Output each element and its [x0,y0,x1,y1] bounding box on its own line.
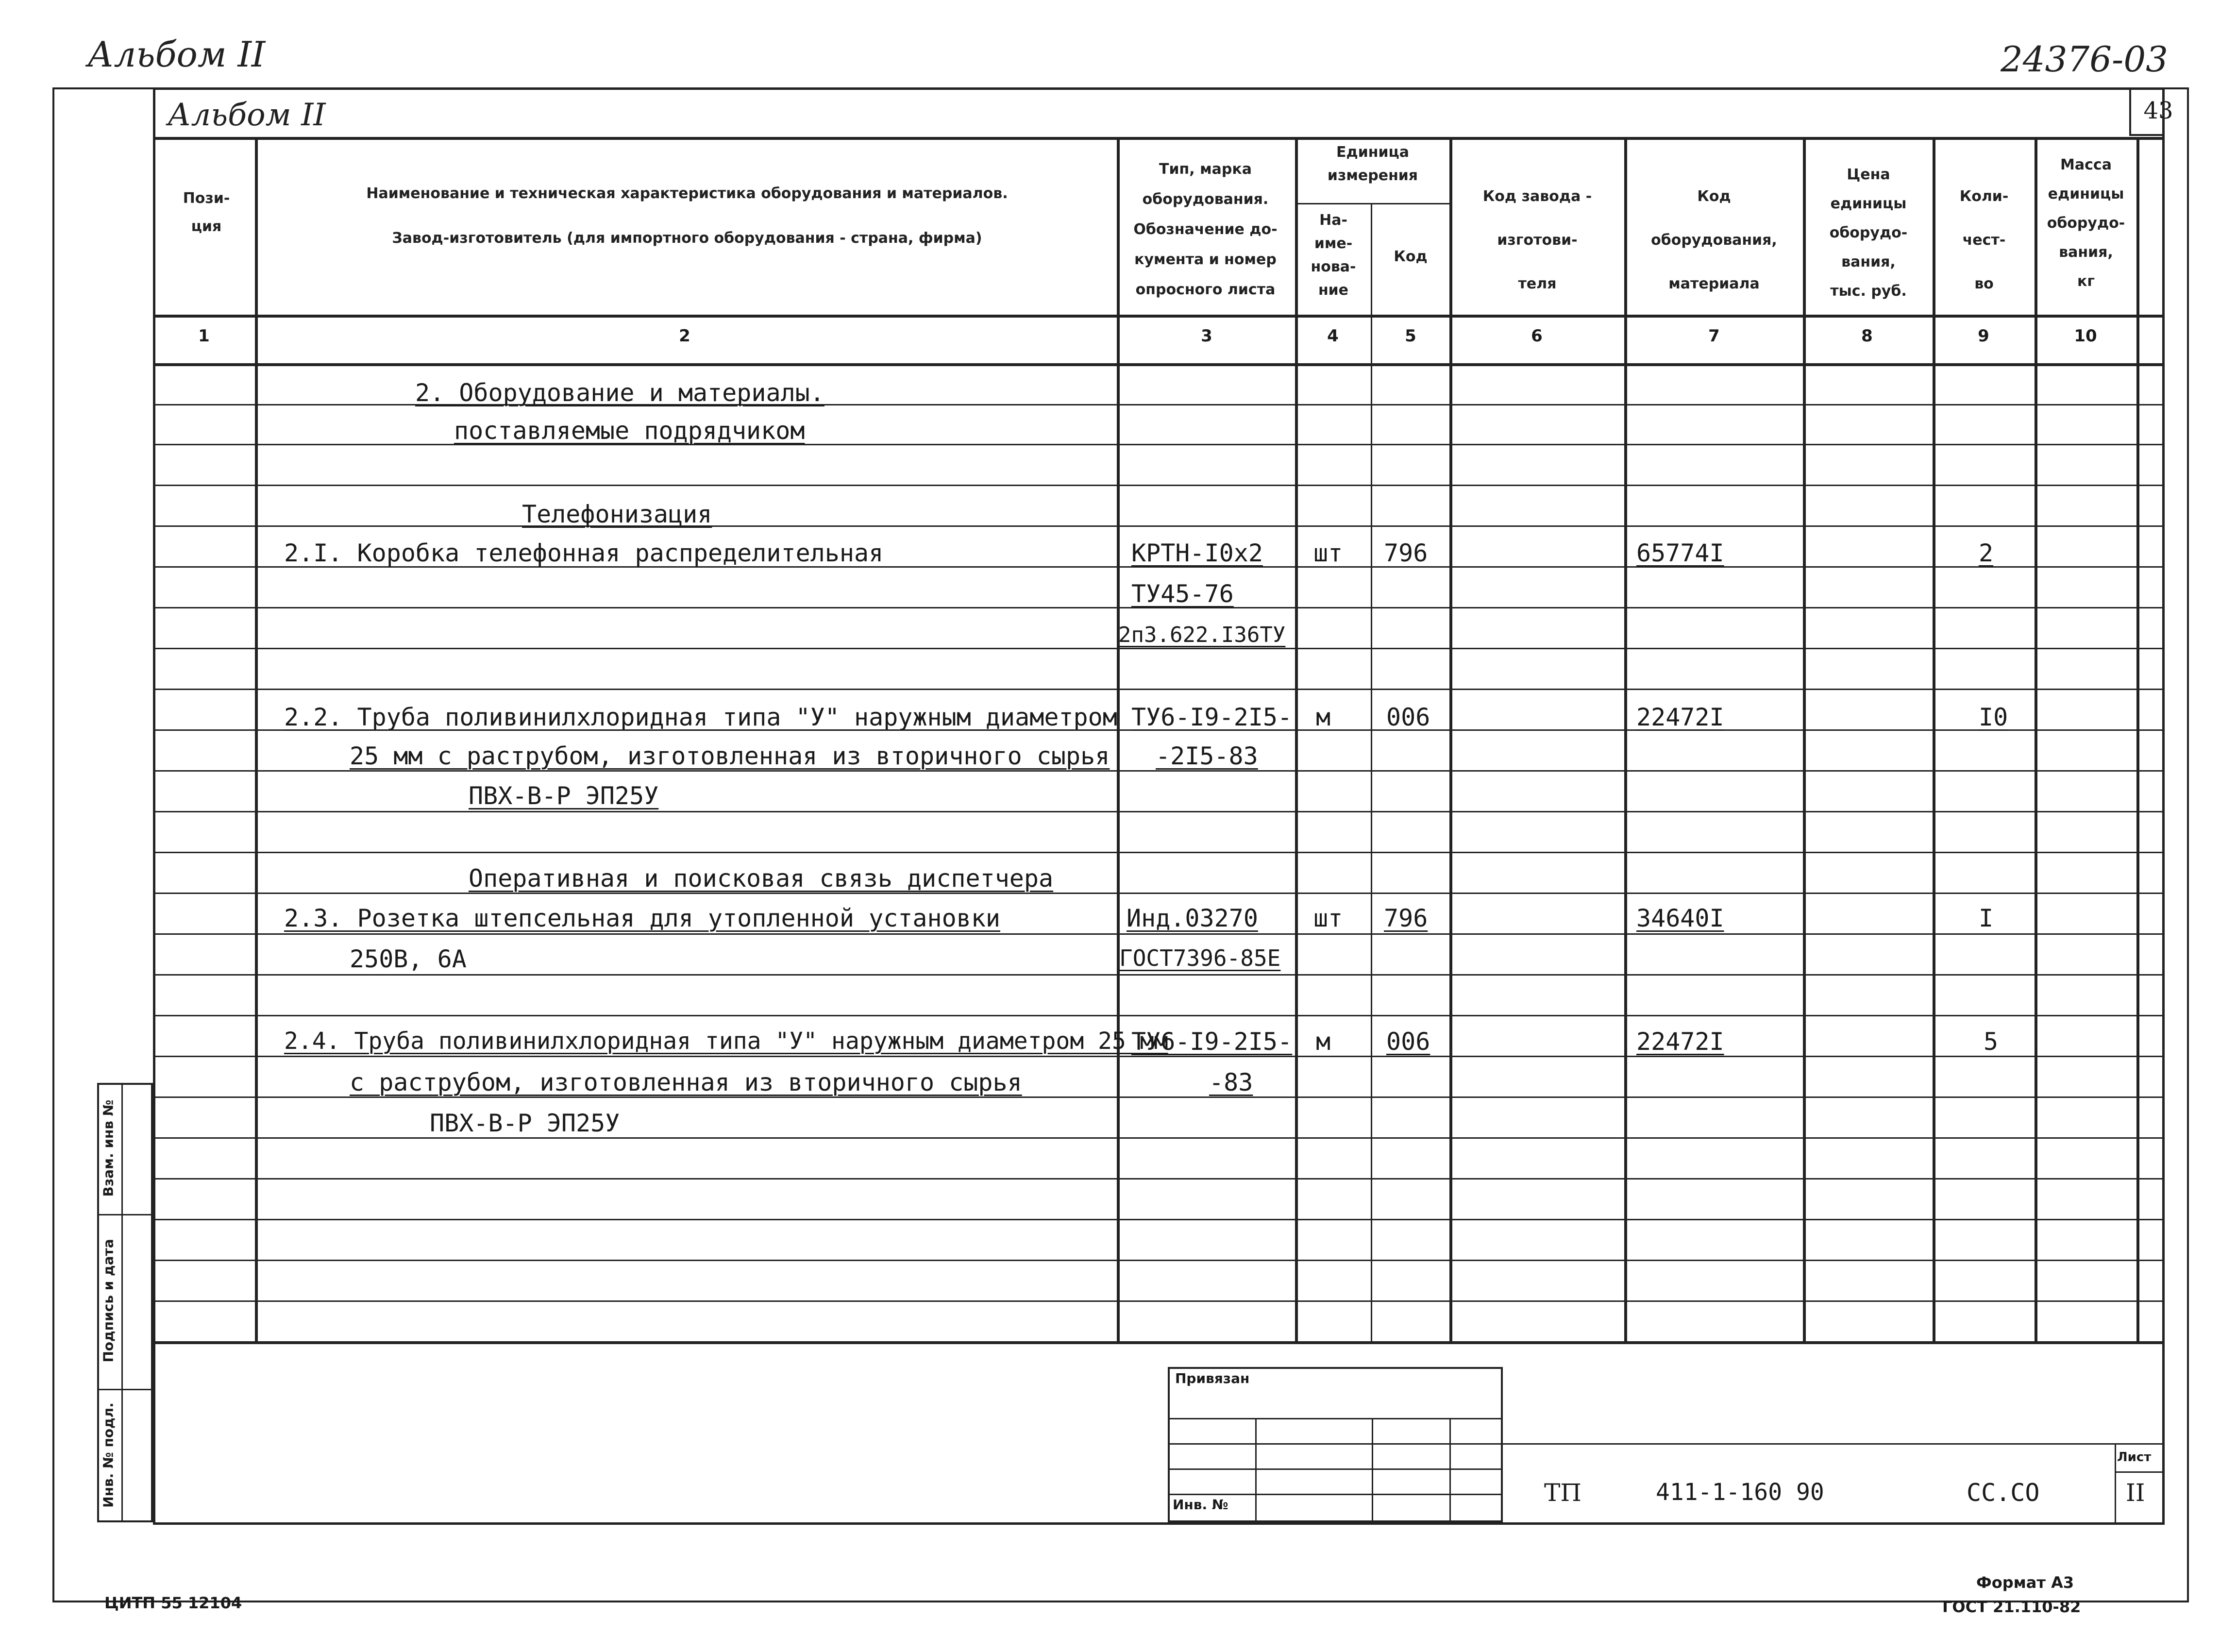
item-2-1-name: 2.I. Коробка телефонная распределительная [284,539,884,567]
title-block-privyazan: Привязан [1175,1370,1250,1386]
col-number-10: 10 [2074,326,2097,346]
header-price: Цена единицы оборудо- вания, тыс. руб. [1829,166,1908,300]
item-2-3-type-line2: ГОСТ7396-85Е [1119,945,1281,971]
item-2-3-unit-code: 796 [1384,904,1428,932]
col-number-2: 2 [679,326,690,346]
item-2-2-type-line1: ТУ6-I9-2I5- [1131,703,1293,731]
item-2-3-name-line1: 2.3. Розетка штепсельная для утопленной установки [284,904,1001,932]
header-quantity: Коли- чест- во [1959,188,2009,292]
col-number-3: 3 [1201,326,1212,346]
subsection-dispatcher: Оперативная и поисковая связь диспетчера [469,864,1054,893]
item-2-3-name-line2: 250В, 6А [350,945,467,973]
item-2-4-name-line2: с раструбом, изготовленная из вторичного сырья [350,1068,1022,1096]
title-block-project-number: 411-1-160 90 [1656,1479,1824,1506]
col-number-6: 6 [1531,326,1543,346]
item-2-2-unit: м [1316,703,1331,731]
item-2-3-type-line1: Инд.03270 [1127,904,1258,932]
album-label-inner: Альбом II [168,97,326,133]
doc-number: 24376-03 [2001,39,2168,80]
item-2-1-quantity: 2 [1979,539,1994,567]
subsection-telephony: Телефонизация [522,500,712,528]
item-2-1-unit-code: 796 [1384,539,1428,567]
col-number-8: 8 [1861,326,1873,346]
title-block-sheet-label: Лист [2117,1450,2152,1465]
item-2-2-equipment-code: 22472I [1636,703,1724,731]
section-title-line2: поставляемые подрядчиком [454,417,805,445]
item-2-2-unit-code: 006 [1386,703,1430,731]
header-unit-name: На- име- нова- ние [1311,212,1356,299]
col-number-5: 5 [1405,326,1416,346]
item-2-3-quantity: I [1979,904,1994,932]
item-2-2-name-line3: ПВХ-В-Р ЭП25У [469,782,659,810]
item-2-4-name-line1: 2.4. Труба поливинилхлоридная типа "У" наружным диаметром 25 мм [284,1028,1168,1055]
title-block-sheet-number: II [2126,1479,2145,1507]
col-number-9: 9 [1978,326,1989,346]
item-2-4-unit-code: 006 [1386,1028,1430,1056]
header-name-line2: Завод-изготовитель (для импортного оборудования - страна, фирма) [392,230,982,247]
header-type: Тип, марка оборудования. Обозначение до- кумента и номер опросного листа [1133,161,1278,298]
header-name-line1: Наименование и техническая характеристика оборудования и материалов. [366,185,1008,202]
item-2-4-equipment-code: 22472I [1636,1028,1724,1056]
header-factory-code: Код завода - изготови- теля [1482,188,1592,292]
section-title-line1: 2. Оборудование и материалы. [415,379,824,407]
item-2-4-type-line2: -83 [1209,1068,1253,1096]
title-block-tp: ТП [1544,1479,1581,1507]
col-number-1: 1 [198,326,210,346]
item-2-1-type: КРТН-I0x2 [1131,539,1263,567]
item-2-4-name-line3: ПВХ-В-Р ЭП25У [430,1109,620,1137]
title-block-code: СС.СО [1967,1479,2040,1507]
footer-format: Формат А3 [1976,1573,2074,1592]
side-stamp-signature: Подпись и дата [100,1239,117,1363]
item-2-2-type-line2: -2I5-83 [1156,742,1258,770]
item-2-4-type-line1: ТУ6-I9-2I5- [1131,1028,1293,1056]
item-2-3-equipment-code: 34640I [1636,904,1724,932]
footer-gost: ГОСТ 21.110-82 [1942,1598,2081,1616]
item-2-1-drawing: 2п3.622.I36ТУ [1118,623,1286,647]
header-unit-code: Код [1394,248,1428,265]
header-position: Пози- ция [183,190,230,235]
page-number: 43 [2143,97,2173,124]
col-number-4: 4 [1327,326,1339,346]
title-block-inv-no: Инв. № [1173,1497,1228,1513]
item-2-2-name-line2: 25 мм с раструбом, изготовленная из вторичного сырья [350,742,1110,770]
header-mass: Масса единицы оборудо- вания, кг [2047,156,2125,290]
header-unit-group: Единица измерения [1327,144,1418,184]
item-2-1-unit: шт [1313,539,1343,567]
side-stamp-inv: Инв. № подл. [100,1402,117,1508]
item-2-4-unit: м [1316,1028,1331,1056]
side-stamp-vzam: Взам. инв № [100,1099,117,1197]
header-equipment-code: Код оборудования, материала [1651,188,1777,292]
item-2-4-quantity: 5 [1984,1028,1999,1056]
item-2-1-equipment-code: 65774I [1636,539,1724,567]
album-label-top: Альбом II [87,34,266,75]
item-2-1-spec: ТУ45-76 [1131,580,1234,608]
item-2-2-name-line1: 2.2. Труба поливинилхлоридная типа "У" наружным диаметром [284,703,1117,731]
col-number-7: 7 [1708,326,1720,346]
item-2-2-quantity: I0 [1979,703,2008,731]
footer-citp: ЦИТП 55 12104 [104,1594,242,1612]
item-2-3-unit: шт [1313,904,1343,932]
